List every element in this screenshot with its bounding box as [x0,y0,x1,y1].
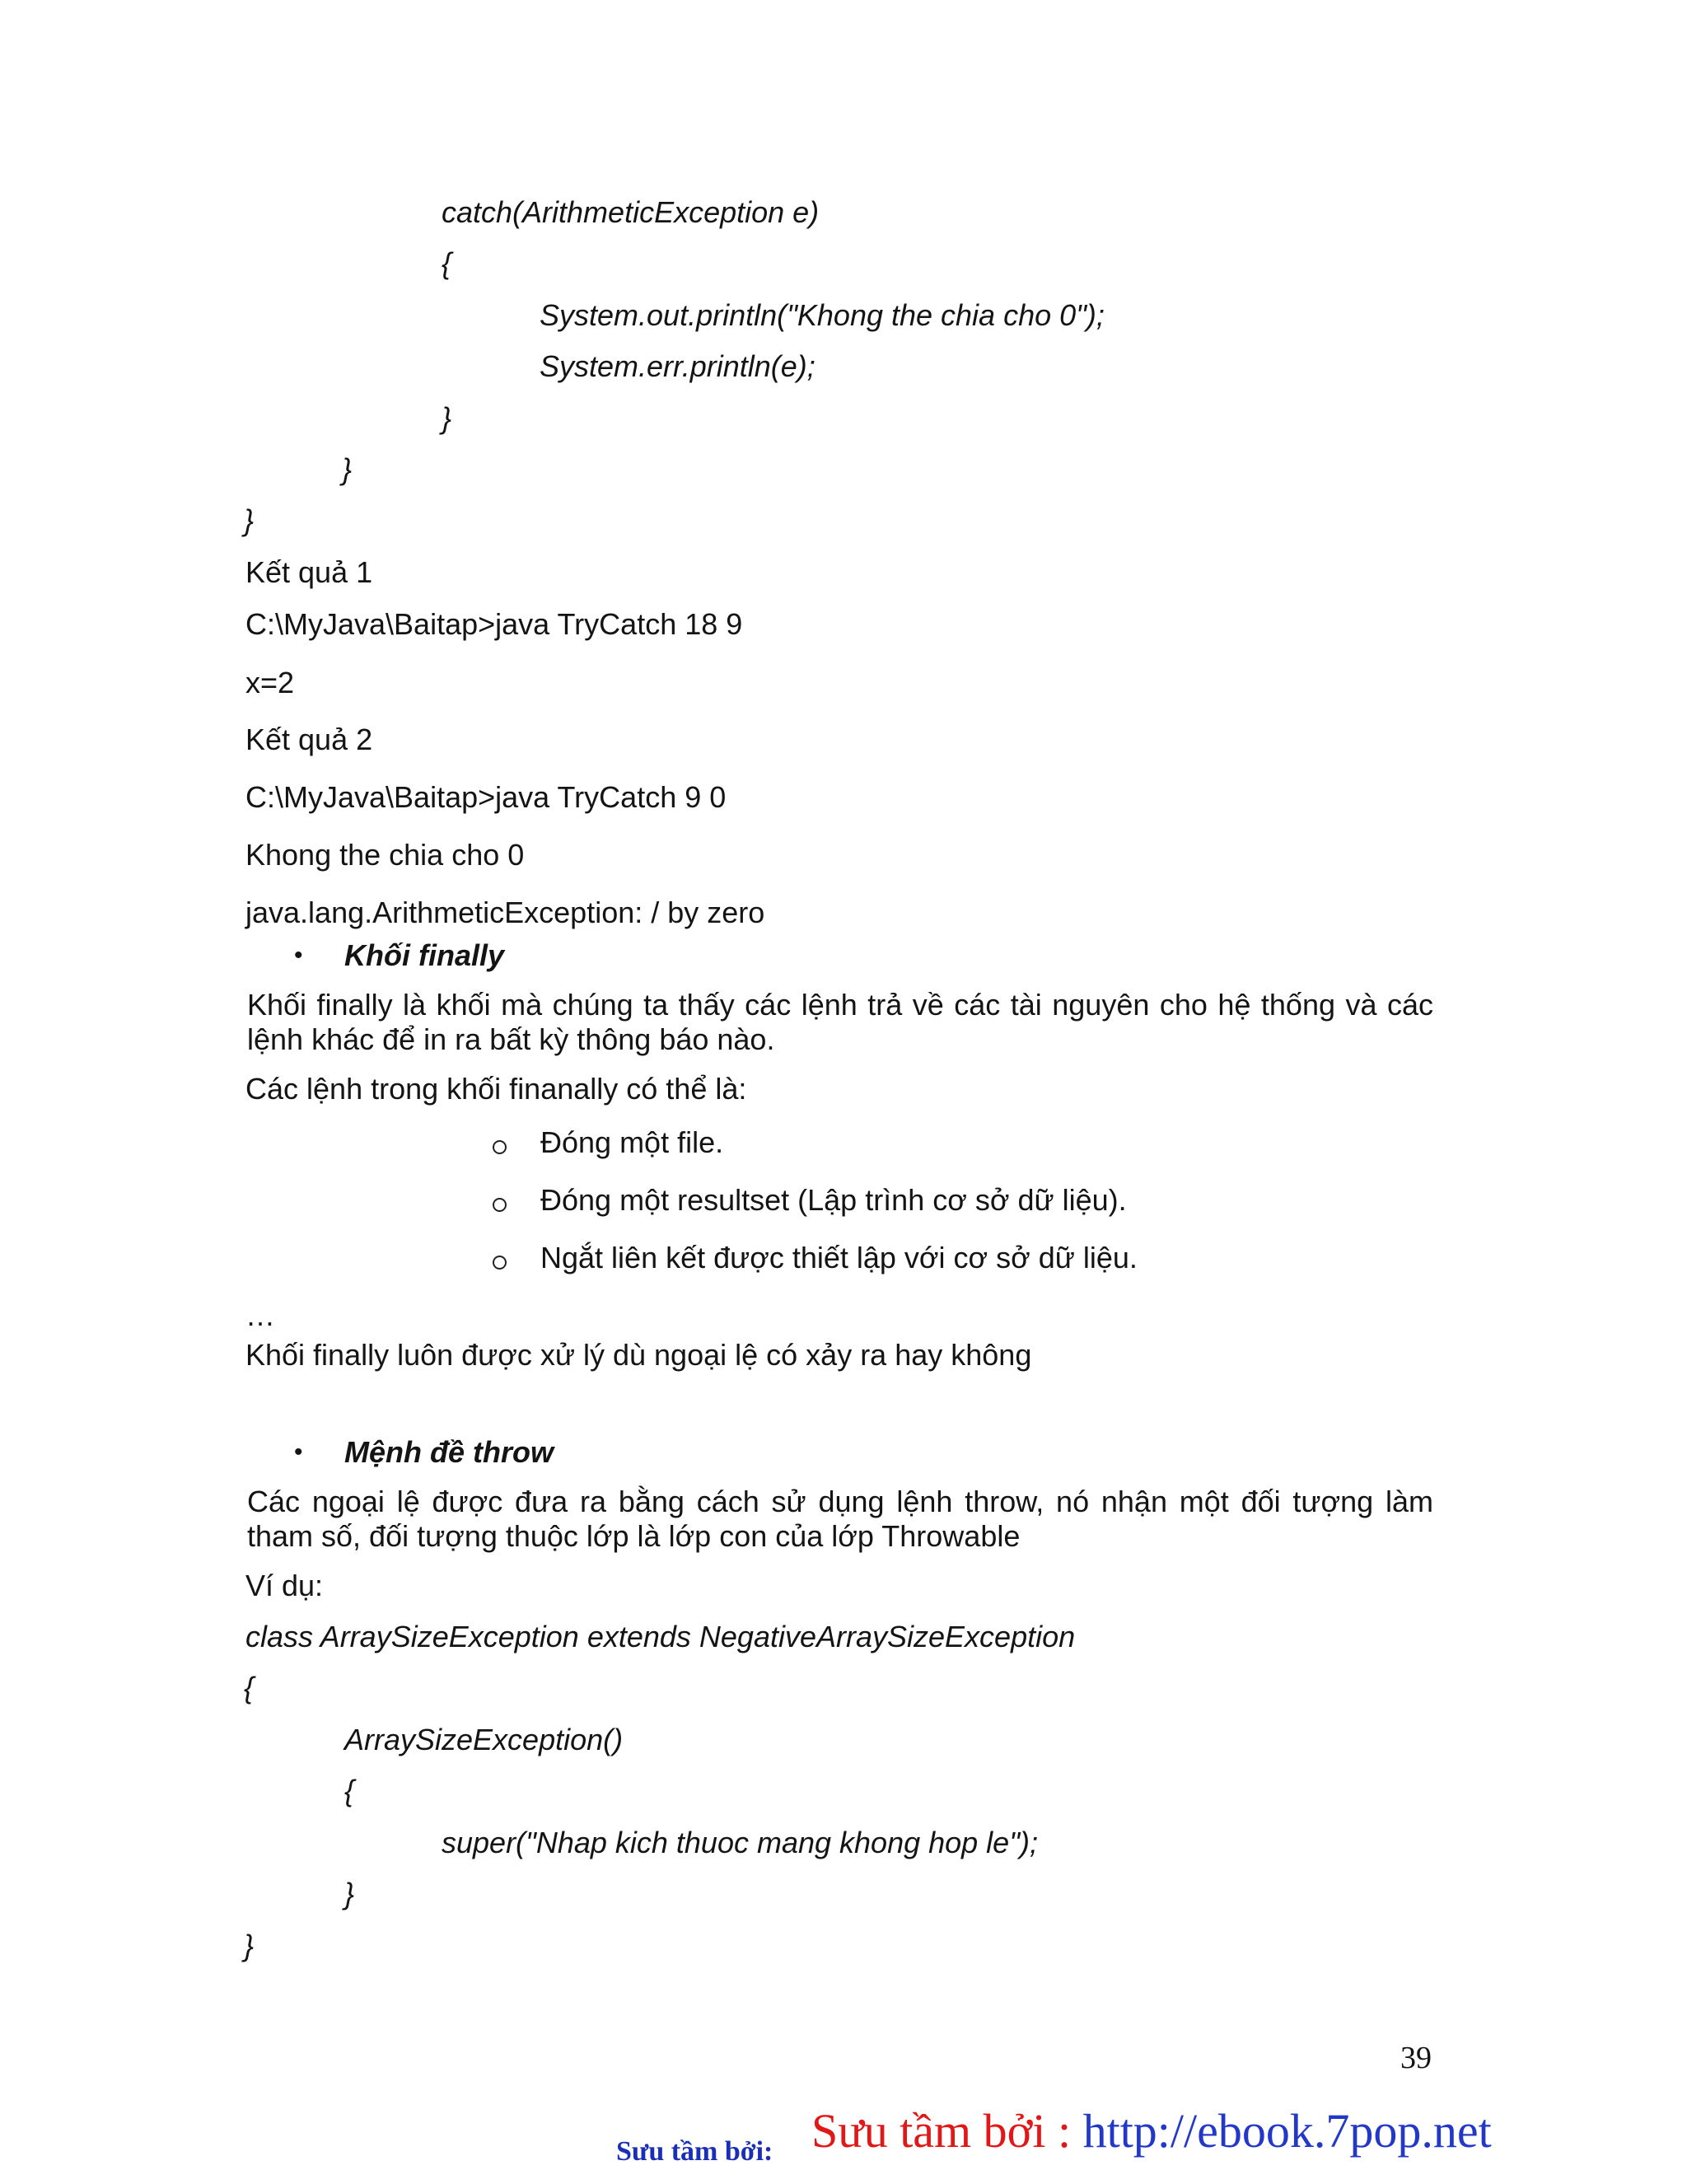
code-line: { [344,1774,355,1808]
code-line: class ArraySizeException extends NegativeArraySizeException [245,1620,1076,1653]
code-line: } [442,401,452,435]
code-line: super("Nhap kich thuoc mang khong hop le"); [442,1826,1038,1859]
bullet-icon: • [294,942,303,969]
footer-collected-by: Sưu tầm bởi: [616,2136,773,2167]
ellipsis: … [245,1298,275,1332]
code-line: } [344,1877,355,1910]
section-heading-finally: Khối finally [344,938,505,972]
bullet-icon: • [294,1438,303,1466]
code-line: } [244,1929,255,1962]
result-line: Kết quả 2 [245,723,373,756]
list-item: Đóng một resultset (Lập trình cơ sở dữ liệu). [540,1183,1127,1217]
code-line: System.err.println(e); [540,349,815,383]
footer-watermark-url[interactable]: http://ebook.7pop.net [1082,2104,1492,2158]
list-item: Đóng một file. [540,1125,724,1159]
result-line: Kết quả 1 [245,555,373,589]
list-intro: Các lệnh trong khối finanally có thể là: [245,1072,747,1106]
page-number: 39 [1400,2041,1432,2075]
code-line: } [342,452,353,486]
code-line: { [442,246,452,280]
code-line: } [244,503,255,537]
footer-watermark [811,2105,1492,2158]
result-line: C:\MyJava\Baitap>java TryCatch 18 9 [245,607,743,641]
section-heading-throw: Mệnh đề throw [344,1435,554,1469]
footer-watermark-prefix: Sưu tầm bởi : [811,2104,1083,2158]
code-line: { [244,1671,255,1705]
paragraph-throw: Các ngoại lệ được đưa ra bằng cách sử dụng lệnh throw, nó nhận một đối tượng làm tham số, đối tượng thuộc lớp là lớp con của lớp Throwable [247,1485,1433,1553]
circle-bullet-icon [493,1256,507,1270]
circle-bullet-icon [493,1198,507,1212]
conclusion-text: Khối finally luôn được xử lý dù ngoại lệ có xảy ra hay không [245,1338,1032,1372]
code-line: System.out.println("Khong the chia cho 0"); [540,298,1105,332]
result-line: Khong the chia cho 0 [245,838,525,872]
code-line: catch(ArithmeticException e) [442,195,820,229]
circle-bullet-icon [493,1140,507,1154]
code-line: ArraySizeException() [344,1723,624,1756]
paragraph-finally: Khối finally là khối mà chúng ta thấy các lệnh trả về các tài nguyên cho hệ thống và các lệnh khác để in ra bất kỳ thông báo nào. [247,988,1433,1056]
example-label: Ví dụ: [245,1569,324,1602]
list-item: Ngắt liên kết được thiết lập với cơ sở dữ liệu. [540,1241,1138,1274]
result-line: java.lang.ArithmeticException: / by zero [245,896,765,929]
result-line: x=2 [245,666,295,699]
result-line: C:\MyJava\Baitap>java TryCatch 9 0 [245,780,727,814]
